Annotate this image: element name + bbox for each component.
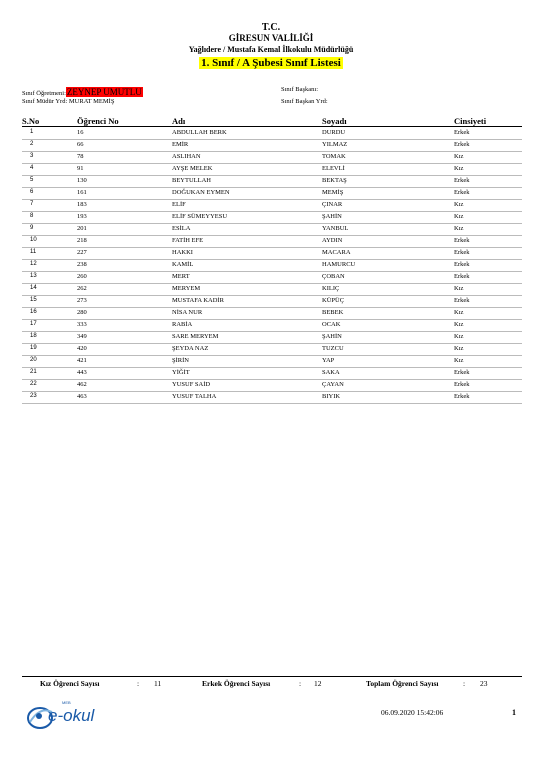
cell-surname: ŞAHİN xyxy=(322,333,342,340)
cell-name: ŞEYDA NAZ xyxy=(172,345,209,352)
cell-gender: Kız xyxy=(454,309,464,316)
cell-name: ESİLA xyxy=(172,225,191,232)
total-count xyxy=(366,679,488,688)
cell-sno: 14 xyxy=(30,285,37,291)
cell-gender: Kız xyxy=(454,213,464,220)
table-row xyxy=(22,248,522,260)
total-value: 23 xyxy=(480,679,488,688)
cell-student-no: 463 xyxy=(77,393,87,400)
cell-surname: SAKA xyxy=(322,369,340,376)
table-row xyxy=(22,212,522,224)
cell-student-no: 273 xyxy=(77,297,87,304)
table-row xyxy=(22,236,522,248)
vice-value: MURAT MEMİŞ xyxy=(68,98,115,105)
page-title xyxy=(0,57,542,69)
cell-surname: AYDIN xyxy=(322,237,343,244)
cell-name: MERT xyxy=(172,273,190,280)
vice-line xyxy=(22,98,114,105)
president-label: Sınıf Başkanı: xyxy=(281,86,319,93)
cell-student-no: 443 xyxy=(77,369,87,376)
table-row xyxy=(22,356,522,368)
summary-divider xyxy=(22,676,522,677)
page-title-text: 1. Sınıf / A Şubesi Sınıf Listesi xyxy=(201,57,341,69)
table-row xyxy=(22,320,522,332)
cell-student-no: 66 xyxy=(77,141,84,148)
cell-sno: 9 xyxy=(30,225,34,231)
header-tc: T.C. xyxy=(261,22,281,33)
table-row xyxy=(22,368,522,380)
cell-sno: 17 xyxy=(30,321,37,327)
cell-surname: BEKTAŞ xyxy=(322,177,347,184)
cell-gender: Erkek xyxy=(454,249,470,256)
header-governorship: GİRESUN VALİLİĞİ xyxy=(228,33,314,43)
cell-student-no: 218 xyxy=(77,237,87,244)
cell-name: YUSUF TALHA xyxy=(172,393,217,400)
cell-name: SARE MERYEM xyxy=(172,333,219,340)
total-label: Toplam Öğrenci Sayısı xyxy=(366,679,439,688)
cell-name: DOĞUKAN EYMEN xyxy=(172,189,230,196)
cell-student-no: 161 xyxy=(77,189,87,196)
cell-name: ELİF xyxy=(172,201,186,208)
table-row xyxy=(22,224,522,236)
cell-name: KAMİL xyxy=(172,261,194,268)
cell-sno: 6 xyxy=(30,189,34,195)
cell-sno: 21 xyxy=(30,369,37,375)
cell-student-no: 333 xyxy=(77,321,87,328)
cell-gender: Kız xyxy=(454,357,464,364)
cell-sno: 13 xyxy=(30,273,37,279)
cell-name: BEYTULLAH xyxy=(172,177,211,184)
cell-name: ASLIHAN xyxy=(172,153,201,160)
cell-name: NİSA NUR xyxy=(172,309,203,316)
cell-gender: Erkek xyxy=(454,261,470,268)
cell-student-no: 227 xyxy=(77,249,87,256)
cell-gender: Erkek xyxy=(454,189,470,196)
cell-name: ŞİRİN xyxy=(172,357,189,364)
header-school: Yağlıdere / Mustafa Kemal İlkokulu Müdürlüğü xyxy=(188,45,354,54)
cell-name: YİĞİT xyxy=(172,369,190,376)
table-row xyxy=(22,380,522,392)
girls-value: 11 xyxy=(154,679,162,688)
cell-surname: KILIÇ xyxy=(322,285,340,292)
cell-sno: 3 xyxy=(30,153,34,159)
cell-surname: YILMAZ xyxy=(322,141,348,148)
cell-student-no: 78 xyxy=(77,153,84,160)
cell-surname: ÇAYAN xyxy=(322,381,344,388)
cell-surname: ÇINAR xyxy=(322,201,343,208)
cell-surname: BEBEK xyxy=(322,309,344,316)
cell-student-no: 130 xyxy=(77,177,87,184)
cell-student-no: 238 xyxy=(77,261,87,268)
cell-sno: 8 xyxy=(30,213,34,219)
cell-surname: ELEVLİ xyxy=(322,165,345,172)
president-vice-label: Sınıf Başkan Yrd: xyxy=(281,98,328,105)
table-row xyxy=(22,332,522,344)
cell-name: FATİH EFE xyxy=(172,237,204,244)
table-row xyxy=(22,260,522,272)
cell-surname: MEMİŞ xyxy=(322,189,344,196)
cell-surname: ÇOBAN xyxy=(322,273,345,280)
cell-student-no: 260 xyxy=(77,273,87,280)
e-okul-logo xyxy=(26,700,106,730)
cell-surname: ŞAHİN xyxy=(322,213,342,220)
vice-label: Sınıf Müdür Yrd: xyxy=(22,98,68,105)
col-gender: Cinsiyeti xyxy=(454,116,487,126)
total-sep: : xyxy=(463,679,466,688)
cell-gender: Erkek xyxy=(454,237,470,244)
cell-student-no: 421 xyxy=(77,357,87,364)
student-list xyxy=(22,128,522,404)
cell-gender: Erkek xyxy=(454,297,470,304)
teacher-line xyxy=(22,87,143,97)
boys-count xyxy=(202,679,322,688)
col-name: Adı xyxy=(172,116,186,126)
cell-gender: Erkek xyxy=(454,273,470,280)
logo-meb-text: MEB xyxy=(62,700,71,705)
cell-gender: Erkek xyxy=(454,141,470,148)
cell-name: RABİA xyxy=(172,321,193,328)
cell-sno: 18 xyxy=(30,333,37,339)
cell-surname: HAMURCU xyxy=(322,261,356,268)
cell-gender: Erkek xyxy=(454,177,470,184)
cell-student-no: 420 xyxy=(77,345,87,352)
cell-name: YUSUF SAİD xyxy=(172,381,211,388)
cell-student-no: 16 xyxy=(77,129,84,136)
cell-name: ELİF SÜMEYYESU xyxy=(172,213,228,220)
cell-gender: Kız xyxy=(454,225,464,232)
table-row xyxy=(22,140,522,152)
table-row xyxy=(22,308,522,320)
cell-sno: 4 xyxy=(30,165,34,171)
cell-student-no: 349 xyxy=(77,333,87,340)
cell-sno: 16 xyxy=(30,309,37,315)
teacher-label: Sınıf Öğretmeni: xyxy=(22,90,66,97)
boys-sep: : xyxy=(299,679,302,688)
cell-sno: 2 xyxy=(30,141,34,147)
cell-gender: Kız xyxy=(454,321,464,328)
girls-label: Kız Öğrenci Sayısı xyxy=(40,679,100,688)
teacher-value: ZEYNEP UMUTLU xyxy=(66,87,142,97)
cell-sno: 12 xyxy=(30,261,37,267)
cell-surname: DURDU xyxy=(322,129,346,136)
cell-sno: 7 xyxy=(30,201,34,207)
cell-student-no: 462 xyxy=(77,381,87,388)
table-row xyxy=(22,200,522,212)
cell-surname: YANBUL xyxy=(322,225,349,232)
table-row xyxy=(22,128,522,140)
cell-gender: Kız xyxy=(454,285,464,292)
cell-surname: TOMAK xyxy=(322,153,346,160)
cell-surname: BIYIK xyxy=(322,393,341,400)
cell-gender: Kız xyxy=(454,345,464,352)
table-row xyxy=(22,152,522,164)
cell-name: HAKKI xyxy=(172,249,193,256)
col-student-no: Öğrenci No xyxy=(77,116,119,126)
cell-name: AYŞE MELEK xyxy=(172,165,213,172)
cell-student-no: 183 xyxy=(77,201,87,208)
cell-name: ABDULLAH BERK xyxy=(172,129,227,136)
cell-sno: 10 xyxy=(30,237,37,243)
girls-count xyxy=(40,679,162,688)
cell-surname: OCAK xyxy=(322,321,341,328)
cell-name: MUSTAFA KADİR xyxy=(172,297,224,304)
cell-sno: 5 xyxy=(30,177,34,183)
page-number: 1 xyxy=(512,708,516,717)
cell-gender: Kız xyxy=(454,333,464,340)
table-row xyxy=(22,344,522,356)
cell-student-no: 193 xyxy=(77,213,87,220)
table-row xyxy=(22,296,522,308)
boys-label: Erkek Öğrenci Sayısı xyxy=(202,679,271,688)
cell-gender: Erkek xyxy=(454,393,470,400)
table-header xyxy=(22,116,522,127)
cell-gender: Erkek xyxy=(454,369,470,376)
logo-brand-text: e-okul xyxy=(48,706,95,725)
table-row xyxy=(22,176,522,188)
girls-sep: : xyxy=(137,679,140,688)
cell-sno: 1 xyxy=(30,129,34,135)
table-row xyxy=(22,284,522,296)
cell-sno: 11 xyxy=(30,249,37,255)
cell-student-no: 91 xyxy=(77,165,84,172)
cell-surname: MACARA xyxy=(322,249,351,256)
cell-student-no: 280 xyxy=(77,309,87,316)
cell-sno: 15 xyxy=(30,297,37,303)
cell-student-no: 201 xyxy=(77,225,87,232)
cell-surname: YAP xyxy=(322,357,335,364)
cell-student-no: 262 xyxy=(77,285,87,292)
table-row xyxy=(22,164,522,176)
col-sno: S.No xyxy=(22,116,40,126)
print-datetime: 06.09.2020 15:42:06 xyxy=(381,708,444,717)
cell-gender: Kız xyxy=(454,165,464,172)
boys-value: 12 xyxy=(314,679,322,688)
cell-gender: Kız xyxy=(454,153,464,160)
table-row xyxy=(22,272,522,284)
cell-surname: TUZCU xyxy=(322,345,344,352)
cell-name: EMİR xyxy=(172,141,189,148)
cell-gender: Kız xyxy=(454,201,464,208)
col-surname: Soyadı xyxy=(322,116,347,126)
cell-sno: 19 xyxy=(30,345,37,351)
cell-gender: Erkek xyxy=(454,129,470,136)
cell-surname: KÜPÜÇ xyxy=(322,297,345,304)
cell-gender: Erkek xyxy=(454,381,470,388)
cell-sno: 20 xyxy=(30,357,37,363)
table-row xyxy=(22,392,522,404)
table-row xyxy=(22,188,522,200)
cell-name: MERYEM xyxy=(172,285,201,292)
cell-sno: 22 xyxy=(30,381,37,387)
cell-sno: 23 xyxy=(30,393,37,399)
